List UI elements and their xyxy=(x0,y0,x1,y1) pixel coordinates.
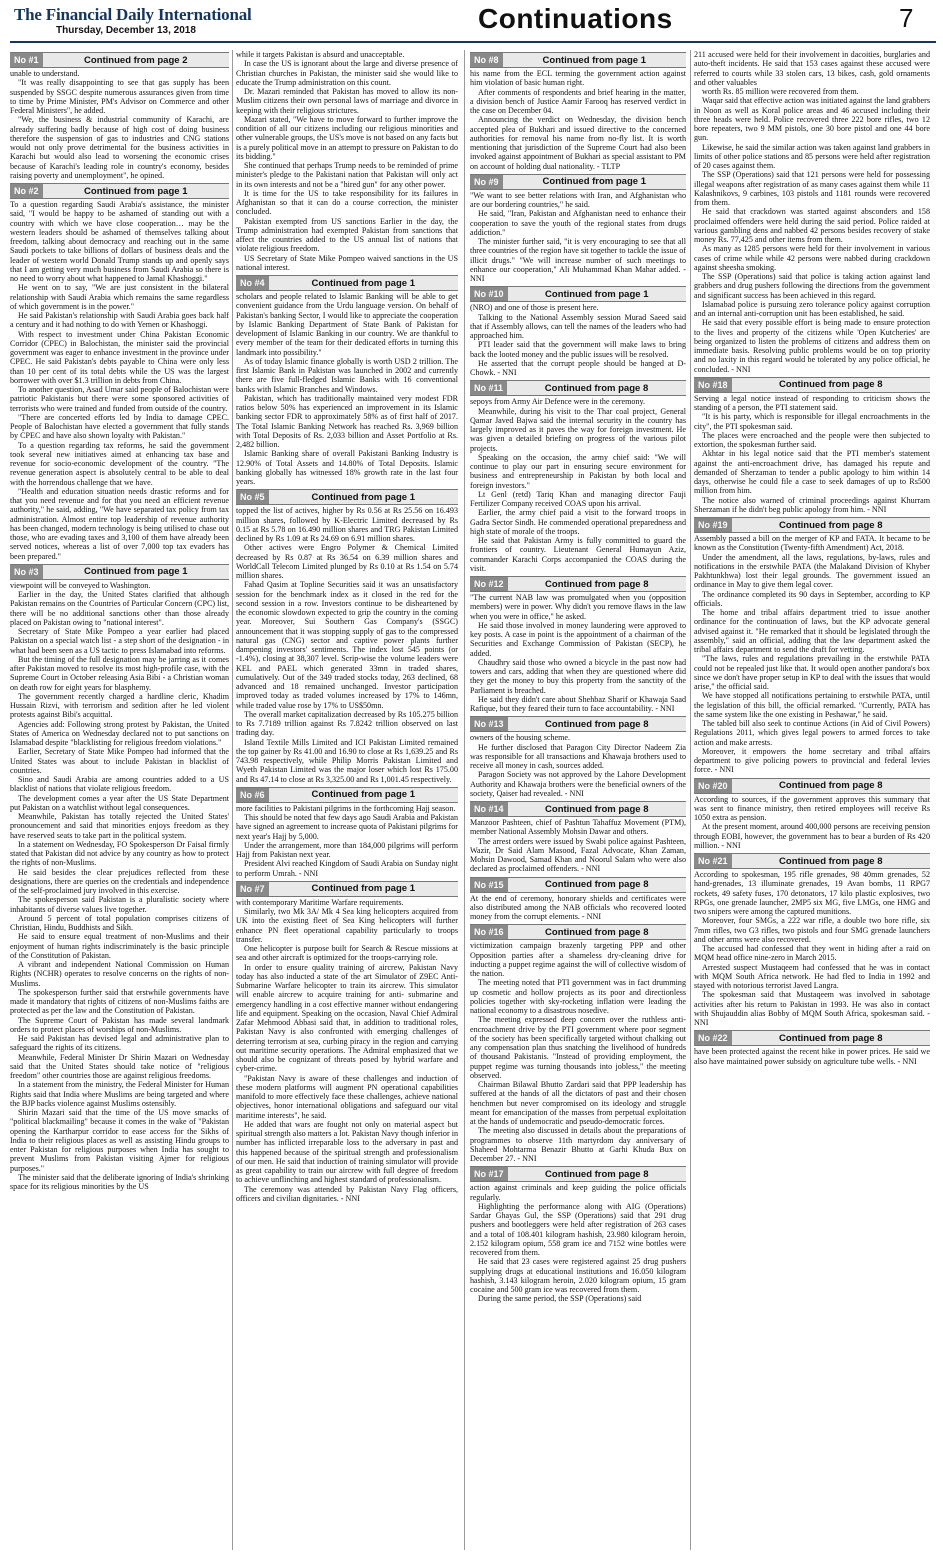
article-body xyxy=(10,581,229,1192)
paragraph: The ordinance completed its 90 days in September, according to KP officials. xyxy=(694,589,930,608)
article-continuation xyxy=(470,174,686,284)
paragraph: According to sources, if the government approves this summary that was sent to finance ministry, then retired employees will receive Rs 1050 extra as pension. xyxy=(694,794,930,822)
paragraph: She continued that perhaps Trump needs to be reminded of prime minister's pledge to the Pakistani nation that Pakistan will only act in its own interests and not be a "hired gun" for any other power. xyxy=(236,161,458,189)
article-continuation xyxy=(694,1030,930,1066)
continuation-number: No #21 xyxy=(694,854,732,868)
paragraph: Lt Genl (retd) Tariq Khan and managing director Fauji Fertilizer Company received COAS upon his arrival. xyxy=(470,489,686,508)
continuation-number: No #6 xyxy=(236,788,269,802)
paragraph: unable to understand. xyxy=(10,69,80,78)
paragraph: Under the amendment, all the laws, regulations, by-laws, rules and notifications in the erstwhile PATA (the Malakand Division of Khyber Pakhtunkhwa) lost their legal grounds. The government issued an ordinance in May to give them legal cover. xyxy=(694,552,930,590)
continuation-number: No #8 xyxy=(470,53,503,67)
paragraph: In order to ensure quality training of aircrew, Pakistan Navy today has also inducted a state of the art Simulator of Z9EC Anti-Submarine Warfare helicopter to train its aircrew. This simulator will enable aircrew to acquire training for anti- submarine and emergency handling in a cost effective manner without endangering life and equipment. Speaking on the occasion, Naval Chief Admiral Zafar Mehmood Abbasi said that, in addition to traditional roles, Pakistan Navy is also confronted with emerging challenges of deterring terrorism at sea, curbing piracy in the region and carrying out maritime security operations. The Admiral emphasized that we should also be cognizant of threats posed by hybrid warfare and cyber-crime. xyxy=(236,962,458,1074)
paragraph: Assembly passed a bill on the merger of KP and FATA. It became to be known as the Constitution (Twenty-fifth Amendment) Act, 2018. xyxy=(694,534,930,553)
continuation-header xyxy=(470,924,686,940)
paragraph: Likewise, he said the similar action was taken against land grabbers in limits of other police stations and 85 persons were held after registration of 20 cases against them. xyxy=(694,142,930,170)
continuation-number: No #19 xyxy=(694,518,732,532)
paragraph: Chaudhry said those who owned a bicycle in the past now had towers and cars, adding that when they are questioned where did they get the money to buy this property from the sanctity of the Parliament is breached. xyxy=(470,657,686,695)
article-continuation xyxy=(694,50,930,374)
paragraph: The government recently charged a hardline cleric, Khadim Hussain Rizvi, with terrorism and sedition after he led violent protests against Bibi's acquittal. xyxy=(10,691,229,720)
paragraph: The SSP (Operations) said that 121 persons were held for possessing illegal weapons after registration of as many cases against them while 11 Kalashnikovs, 9 carbines, 103 pistols and 1181 rounds were recovered from them. xyxy=(694,170,930,207)
continuation-header xyxy=(694,517,930,533)
continuation-number: No #22 xyxy=(694,1031,732,1045)
paragraph: The spokesman said that Mustaqeem was involved in sabotage activities after his return to Pakistan in 1993. He was also in contact with Shujauddin alias Bobby of MQM South Africa, spokesman said. - NNI xyxy=(694,990,930,1027)
paragraph: The notice also warned of criminal proceedings against Khurram Sherzaman if he didn't beg public apology from him. - NNI xyxy=(694,495,930,514)
column-divider xyxy=(464,50,465,1550)
continuation-number: No #12 xyxy=(470,577,508,591)
continuation-number: No #11 xyxy=(470,381,507,395)
continuation-header xyxy=(236,787,458,803)
continued-from-label: Continued from page 1 xyxy=(311,491,415,503)
article-body xyxy=(694,870,930,1027)
paragraph: One helicopter is purpose built for Search & Rescue missions at sea and other aircraft is optimized for the troops-carrying role. xyxy=(236,944,458,963)
paragraph: In a statement from the ministry, the Federal Minister for Human Rights said that India where Muslims are being targeted and where the BJP backs violence against Muslims ostensibly. xyxy=(10,1080,229,1108)
article-continuation xyxy=(470,576,686,713)
continuation-number: No #17 xyxy=(470,1167,508,1181)
continued-from-label: Continued from page 8 xyxy=(545,718,649,730)
paragraph: The overall market capitalization decreased by Rs 105.275 billion to Rs 7.7189 trillion against Rs 7.8242 trillion observed on last trading day. xyxy=(236,709,458,738)
continuation-header xyxy=(10,183,229,199)
paragraph: He said they didn't care about Shehbaz Sharif or Khawaja Saad Rafique, but they feared their turn to face accountability. - NNI xyxy=(470,694,686,713)
continuation-header xyxy=(470,174,686,190)
paragraph: At the present moment, around 400,000 persons are receiving pension through EOBI, however, the government has to bear a burden of Rs 420 million. - NNI xyxy=(694,822,930,850)
article-body xyxy=(236,50,458,272)
paragraph: worth Rs. 85 million were recovered from them. xyxy=(702,87,859,96)
paragraph: "Health and education situation needs drastic reforms and for that you need revenue and for that you need an efficient revenue authority," he said, adding, "We have separated tax policy from tax administration. Almost entire top leadership of revenue authority has been changed, modern technology is being utilised to chase out those, who are evading taxes and 3,100 of them have already been served notices, whereas a list of over 7,000 top tax evaders has been prepared." xyxy=(10,486,229,561)
article-continuation xyxy=(236,489,458,784)
paragraph: He said those involved in money laundering were approved to key posts. A case in point is the appointment of a chairman of the Securities and Exchange Commission of Pakistan (SECP), he added. xyxy=(470,620,686,658)
column-divider xyxy=(232,50,233,1550)
paragraph: Mazari stated, "We have to move forward to further improve the condition of all our citizens including our religious minorities and other vulnerable groups, the US's move is not based on any facts but is a purely political move in an attempt to pressure on Pakistan to do its bidding." xyxy=(236,114,458,161)
article-body xyxy=(470,1183,686,1303)
continued-from-label: Continued from page 8 xyxy=(544,382,649,394)
continuation-number: No #16 xyxy=(470,925,508,939)
article-body xyxy=(10,69,229,180)
article-body xyxy=(694,534,930,775)
paragraph: The minister further said, "it is very encouraging to see that all three countries of the region have sit together to tackle the issue of illicit drugs." "We will increase number of such meetings to enhance our cooperation," Ali Muhammad Khan Mahar added. - NNI xyxy=(470,237,686,283)
masthead xyxy=(0,0,943,44)
article-body xyxy=(470,894,686,922)
continuation-number: No #3 xyxy=(10,565,43,579)
paragraph: Arrested suspect Mustaqeem had confessed that he was in contact with MQM South Africa network. He had fled to India in 1992 and stayed with notorious terrorist Javed Langra. xyxy=(694,962,930,990)
paragraph: Highlighting the performance along with AIG (Operations) Sardar Ghayas Gul, the SSP (Operations) said that 291 drug pushers and bootleggers were held after registration of 263 cases and a total of 108.401 kilogram hashish, 23.980 kilogram heroin, 2.152 kilogram opium, 558 gram ice and 7152 wine bottles were recovered from them. xyxy=(470,1201,686,1257)
paragraph: It is time for the US to take responsibility for its failures in Afghanistan so that it can do a course correction, the minister concluded. xyxy=(236,188,458,217)
continuation-header xyxy=(236,489,458,505)
paragraph: Pakistan, which has traditionally maintained very modest FDR ratios below 50% has experienced an improvement in its Islamic banking sector FDR to approximately 58% as of first half of 2017. The Total Islamic Banking Network has reached Rs. 3,969 billion with Total Deposits of Rs. 2,033 billion and Asset Portfolio at Rs. 2,482 billion. xyxy=(236,393,458,449)
continuation-header xyxy=(470,716,686,732)
paragraph: He said that every possible effort is being made to ensure protection to the lives and property of the citizens while 'Open Kutcheries' are being organized to listen the problems of citizens and address them on immediate basis. Resolving public problems would be on top priority and no laxity in this regard would be tolerated by any police official, he concluded. - NNI xyxy=(694,318,930,374)
article-body xyxy=(470,191,686,284)
paragraph: The spokesperson said Pakistan is a pluralistic society where inhabitants of diverse values live together. xyxy=(10,895,229,914)
paragraph: Similarly, two Mk 3A/ Mk 4 Sea king helicopters acquired from UK into the existing fleet of Sea King helicopters will further enhance PN fleet operational capability particularly to troops transfer. xyxy=(236,907,458,944)
article-body xyxy=(236,506,458,784)
paragraph: To another question, Asad Umar said people of Balochistan were patriotic Pakistanis but there were some sponsored activities of terrorists who were trained and funded from outside of the country. xyxy=(10,385,229,413)
continuation-number: No #14 xyxy=(470,802,508,816)
paragraph: "Pakistan Navy is aware of these challenges and induction of these modern platforms will augment PN operational capabilities manifold to more effectively face these challenges, achieve national objectives, honor international obligations and safeguard our vital maritime interests", he said. xyxy=(236,1073,458,1120)
paragraph: But the timing of the full designation may be jarring as it comes after Pakistan moved to resolve its most high-profile case, with the Supreme Court in October releasing Asia Bibi - a Christian woman on death row for eight years for blasphemy. xyxy=(10,654,229,692)
article-body xyxy=(470,397,686,573)
article-body xyxy=(236,898,458,1203)
paragraph: He said that Pakistan Army is fully committed to guard the frontiers of country. Lieutenant General Humayun Aziz, commander Karachi Corps accompanied the COAS during the visit. xyxy=(470,536,686,573)
paragraph: Speaking on the occasion, the army chief said: "We will continue to play our part in ensuring secure environment for business and entrepreneurship in Pakistan by both local and foreign investors." xyxy=(470,452,686,490)
paragraph: Manzoor Pashteen, chief of Pashtun Tahaffuz Movement (PTM), member National Assembly Mohsin Dawar and others. xyxy=(470,818,686,837)
continuation-number: No #2 xyxy=(10,184,43,198)
continued-from-label: Continued from page 8 xyxy=(779,519,883,531)
issue-date: Thursday, December 13, 2018 xyxy=(56,25,196,36)
continued-from-label: Continued from page 2 xyxy=(84,54,188,66)
paragraph: more facilities to Pakistani pilgrims in the forthcoming Hajj season. xyxy=(236,803,456,813)
continuation-header xyxy=(470,380,686,396)
paragraph: As of today Islamic finance globally is worth USD 2 trillion. The first Islamic Bank in Pakistan was launched in 2002 and currently there are five full-fledged Islamic Banks with 16 conventional banks with Islamic Branches and Windows. xyxy=(236,356,458,394)
paragraph: The minister said that the deliberate ignoring of India's shrinking space for its religious minorities by the US xyxy=(10,1172,229,1191)
paragraph: topped the list of actives, higher by Rs 0.56 at Rs 25.56 on 16.493 million shares, followed by K-Electric Limited decreased by Rs 0.15 at Rs 5.78 on 16.490 million shares and TRG Pakistan Limited declined by Rs 1.09 at Rs 24.69 on 6.91 million shares. xyxy=(236,506,458,543)
paragraph: We have stopped all notifications pertaining to erstwhile PATA, until the legislation of this bill, the official remarked. "Currently, PATA has the same system like the one existing in Peshawar," he said. xyxy=(694,691,930,719)
paragraph: Earlier, the army chief paid a visit to the forward troops in Gadra Sector Sindh. He commended operational preparedness and high state of morale of the troops. xyxy=(470,508,686,536)
paragraph: Serving a legal notice instead of responding to criticism shows the standing of a person, the PTI statement said. xyxy=(694,393,930,412)
paragraph: Islamabad police is pursuing zero tolerance policy against corruption and an internal anti-corruption unit has been established, he said. xyxy=(694,299,930,318)
article-body xyxy=(694,394,930,514)
continuation-header xyxy=(10,52,229,68)
paragraph: In case the US is ignorant about the large and diverse presence of Christian churches in Pakistan, the minister said she would like to educate the Trump administration on this count. xyxy=(236,59,458,87)
article-continuation xyxy=(470,380,686,573)
page-number: 7 xyxy=(899,3,914,33)
paragraph: his name from the ECL terming the government action against him violation of basic human right. xyxy=(470,69,686,88)
newspaper-name: The Financial Daily International xyxy=(14,5,252,24)
paragraph: He asserted that the corrupt people should be hanged at D-Chowk. - NNI xyxy=(470,358,686,377)
article-body xyxy=(694,50,930,374)
article-continuation xyxy=(10,564,229,1192)
continued-from-label: Continued from page 1 xyxy=(84,185,188,197)
continued-from-label: Continued from page 8 xyxy=(545,926,649,938)
article-body xyxy=(694,795,930,851)
paragraph: Moreover, four SMGs, a 222 war rifle, a double two bore rifle, six 7mm rifles, two G3 rifles, two pistols and four SMG grenade launchers and other arms were also recovered. xyxy=(694,916,930,944)
paragraph: He said besides the clear prejudices reflected from these designations, there are queries on the credentials and independence of the self-proclaimed jury involved in this exercise. xyxy=(10,867,229,895)
continuation-header xyxy=(470,801,686,817)
continued-from-label: Continued from page 1 xyxy=(311,277,415,289)
continuation-header xyxy=(694,778,930,794)
article-continuation xyxy=(236,787,458,878)
article-continuation xyxy=(470,52,686,171)
continued-from-label: Continued from page 1 xyxy=(311,883,415,895)
paragraph: In a statement on Wednesday, FO Spokesperson Dr Faisal firmly stated that Pakistan did not advice by any country as how to protect the rights of non-Muslims. xyxy=(10,839,229,868)
continuation-number: No #9 xyxy=(470,175,503,189)
column-2 xyxy=(236,50,458,1550)
paragraph: The home and tribal affairs department tried to issue another ordinance for the continuation of laws, but the KP advocate general advised against it. "He remarked that it should be legislated through the assembly," said an official, adding that the law department asked the tribal affairs department to send the draft for vetting. xyxy=(694,608,930,654)
paragraph: Agencies add: Following strong protest by Pakistan, the United States of America on Wednesday declared not to put sanctions on Islamabad despite "blacklisting for religious freedom violations." xyxy=(10,719,229,747)
paragraph: This should be noted that few days ago Saudi Arabia and Pakistan have signed an agreement to increase quota of Pakistani pilgrims for next year's Hajj by 5,000. xyxy=(236,813,458,841)
paragraph: Earlier in the day, the United States clarified that although Pakistan remains on the Countries of Particular Concern (CPC) list, there will be no additional sanctions other than those already placed on Pakistan owing to "national interest". xyxy=(10,590,229,627)
continued-from-label: Continued from page 1 xyxy=(84,566,188,578)
continued-from-label: Continued from page 1 xyxy=(311,789,415,801)
paragraph: Earlier, Secretary of State Mike Pompeo had informed that the United States was about to include Pakistan in blacklist of countries. xyxy=(10,747,229,775)
paragraph: "We want to see better relations with Iran, and Afghanistan who are our bordering countries," he said. xyxy=(470,190,686,209)
column-3 xyxy=(470,50,686,1550)
article-body xyxy=(470,733,686,798)
paragraph: Islamic Banking share of overall Pakistani Banking Industry is 12.90% of Total Assets and 14.80% of Total Deposits. Islamic banking globally has witnessed 18% growth rate in the last four years. xyxy=(236,449,458,486)
paragraph: victimization campaign brazenly targeting PPP and other Opposition parties after a shameless dry-cleaning drive for inducting a puppet regime against the will of collective wisdom of the nation. xyxy=(470,941,686,978)
article-continuation xyxy=(694,517,930,775)
paragraph: According to spokesman, 195 rifle grenades, 98 40mm grenades, 52 hand-grenades, 13 illuminate grenades, 19 Avan bombs, 11 RPG7 rockets, 49 safety fuses, 170 detonators, 17 kilo plastic explosives, two RPGs, one grenade launcher, 2MP5 six MG, five LMGs, one HMG and two snipers were among the captured munitions. xyxy=(694,870,930,916)
paragraph: At the end of ceremony, honorary shields and certificates were also distributed among the NAB officials who recovered looted money from the corrupt elements. - NNI xyxy=(470,893,686,921)
article-continuation xyxy=(236,50,458,272)
continuation-header xyxy=(470,1166,686,1182)
paragraph: He added that wars are fought not only on material aspect but spiritual strength also matters a lot. Pakistan Navy though inferior in number has inflicted irreparable loss to the adversary in past and this happened because of the spiritual strength and professionalism of our men. He said that induction of training simulator will provide as great capability to train our aircrew with full degree of freedom to achieve unflinching and highest standard of professionalism. xyxy=(236,1119,458,1185)
continuation-number: No #15 xyxy=(470,878,508,892)
paragraph: He said, "Iran, Pakistan and Afghanistan need to enhance their cooperation to save the youth of the regional states from drugs addiction." xyxy=(470,209,686,237)
paragraph: He said Pakistan has devised legal and administrative plan to safeguard the rights of its citizens. xyxy=(10,1034,229,1053)
paragraph: Meanwhile, during his visit to the Thar coal project, General Qamar Javed Bajwa said the internal security in the country has largely improved as it paves the way for foreign investment. He was given a detailed briefing on progress of the various pilot projects. xyxy=(470,406,686,453)
paragraph: President Alvi reached Kingdom of Saudi Arabia on Sunday night to perform Umrah. - NNI xyxy=(236,859,458,878)
continuation-header xyxy=(470,576,686,592)
paragraph: Sino and Saudi Arabia are among countries added to a US blacklist of nations that violate religious freedom. xyxy=(10,775,229,794)
paragraph: The spokesperson further said that erstwhile governments have made it mandatory that rights of citizens of non-Muslims faiths are protected as per the law and the Constitution of Pakistan. xyxy=(10,987,229,1016)
continued-from-label: Continued from page 8 xyxy=(545,578,649,590)
continuation-number: No #4 xyxy=(236,276,269,290)
continuation-header xyxy=(694,1030,930,1046)
paragraph: Other actives were Engro Polymer & Chemical Limited decreased by Rs 0.87 at Rs 36.54 on 6.39 million shares and WorldCall Telecom Limited plunged by Rs 0.10 at Rs 1.54 on 5.74 million shares. xyxy=(236,543,458,580)
paragraph: After comments of respondents and brief hearing in the matter, a division bench of Justice Aamir Farooq has reserved verdict in the case on December 04. xyxy=(470,87,686,115)
continuation-number: No #1 xyxy=(10,53,43,67)
continuation-header xyxy=(236,881,458,897)
paragraph: Shirin Mazari said that the time of the US move smacks of "political blackmailing" because it comes in the wake of "Pakistan opening the Kartharpur corridor to ease access for the Sikhs of India to their religious places as well as assisting Hindu groups to enter Pakistan for religious purposes when India has sought to prevent Muslims from Pakistan visiting Ajmer for religious purposes." xyxy=(10,1108,229,1173)
article-body xyxy=(470,818,686,874)
paragraph: With respect to investment under China Pakistan Economic Corridor (CPEC) in Balochistan, the minister said the provincial government was eager to enhance investment in the province under CPEC. He said Pakistan's debts payable to China were only less than 10 per cent of its total debts while the US was the largest borrower with over $1.3 trillion in debts from China. xyxy=(10,329,229,385)
continuation-header xyxy=(694,377,930,393)
column-1 xyxy=(10,50,229,1550)
paragraph: The development comes a year after the US State Department put Pakistan on a watchlist without legal consequences. xyxy=(10,793,229,812)
article-continuation xyxy=(236,275,458,486)
article-body xyxy=(236,804,458,878)
paragraph: Waqar said that effective action was initiated against the land grabbers in Noon as well as Koral police areas and 46 accused including their three heads were held. Police recovered three 222 bore rifles, two 12 bore repeaters, two 9 MM pistols, one 30 bore pistol and one 44 bore gun. xyxy=(694,96,930,143)
article-continuation xyxy=(470,286,686,377)
continued-from-label: Continued from page 1 xyxy=(542,54,646,66)
continuation-number: No #18 xyxy=(694,378,732,392)
paragraph: He said that 23 cases were registered against 25 drug pushers supplying drugs at educational institutions and 16.050 kilogram hashish, 3.143 kilogram heroin, 2.020 kilogram opium, 15 gram cocaine and 500 gram ice was recovered from them. xyxy=(470,1257,686,1294)
paragraph: viewpoint will be conveyed to Washington. xyxy=(10,580,151,590)
paragraph: He went on to say, "We are just consistent in the bilateral relationship with Saudi Arabia which remains the same regardless of which government is in the power." xyxy=(10,283,229,311)
paragraph: 211 accused were held for their involvement in dacoities, burglaries and auto-theft incidents. He said that 153 cases against these accused were referred to courts while 33 stolen cars, 13 bikes, cash, gold ornaments and other valuables xyxy=(694,50,930,87)
paragraph: US Secretary of State Mike Pompeo waived sanctions in the US national interest. xyxy=(236,253,458,272)
continuation-number: No #13 xyxy=(470,717,508,731)
article-body xyxy=(694,1047,930,1066)
article-continuation xyxy=(470,801,686,874)
continued-from-label: Continued from page 1 xyxy=(545,288,649,300)
paragraph: The SSP (Operations) said that police is taking action against land grabbers and drug pushers following the directions from the government and significant success has been achieved in this regard. xyxy=(694,272,930,300)
paragraph: Announcing the verdict on Wednesday, the division bench accepted plea of Bukhari and issued directive to the concerned authorities for removal his name from no-fly list. It is worth mentioning that jurisdiction of the Supreme Court had also been invoked against appointment of Bukhari as special assistant to PM on account of holding dual nationality. - TLTP xyxy=(470,115,686,171)
paragraph: Meanwhile, Pakistan has totally rejected the United States' pronouncement and said that minorities enjoys freedom as they have reserved seats to take part in the political system. xyxy=(10,812,229,840)
continued-from-label: Continued from page 8 xyxy=(779,855,883,867)
paragraph: Moreover, it empowers the home secretary and tribal affairs department to give policing powers to provincial and federal levies force. - NNI xyxy=(694,746,930,775)
paragraph: Secretary of State Mike Pompeo a year earlier had placed Pakistan on a special watch list - a step short of the designation - in what had been seen as a US tactic to press Islamabad into reforms. xyxy=(10,627,229,655)
paragraph: The Supreme Court of Pakistan has made several landmark orders to protect places of worships of non-Muslims. xyxy=(10,1015,229,1034)
paragraph: To a question regarding tax reforms, he said the government took several new initiatives aimed at enhancing tax base and revenue for socio-economic development of the country. "The revenue generation aspect is absolutely central to be able to deal with the horrendous challenge that we have. xyxy=(10,440,229,487)
article-continuation xyxy=(694,778,930,851)
paragraph: The meeting expressed deep concern over the ruthless anti-encroachment drive by the PTI government where poor segment of the society has been specifically targeted without chalking out any compensation plan thus snatching the livelihood of hundreds of thousand Pakistanis. "Instead of providing employment, the puppet regime was turning thousands into jobless," the meeting observed. xyxy=(470,1015,686,1080)
continuation-header xyxy=(470,52,686,68)
paragraph: During the same period, the SSP (Operations) said xyxy=(478,1294,642,1304)
paragraph: "It is his party, which is responsible for illegal encroachments in the city", the PTI spokesman said. xyxy=(694,412,930,431)
paragraph: have been protected against the recent hike in power prices. He said we also have maintained power subsidy on agriculture tube wells. - NNI xyxy=(694,1047,930,1066)
paragraph: action against criminals and keep guiding the police officials regularly. xyxy=(470,1183,686,1202)
paragraph: scholars and people related to Islamic Banking will be able to get convenient guidance from the Urdu language version. On behalf of Pakistan's banking Sector, I would like to appreciate the cooperation by Islamic Banking Department of State Bank of Pakistan for development of Islamic Banking in our country. We are thankful to every member of the team for their dedicated efforts in turning this landmark into possibility." xyxy=(236,292,458,357)
paragraph: The accused had confessed that they went in hiding after a raid on MQM head office nine-zero in March 2015. xyxy=(694,944,930,963)
paragraph: Akhtar in his legal notice said that the PTI member's statement against the anti-encroachment drive, has damaged his repute and demanded of Sherzaman to tender a public apology to him within 14 days, otherwise he could file a case to seek damages of up to Rs500 million from him. xyxy=(694,449,930,496)
article-continuation xyxy=(470,924,686,1163)
paragraph: "We, the business & industrial community of Karachi, are already suffering badly because of high cost of doing business therefore the suspension of gas to industries and CNG stations would not only prove detrimental for the business activities in Karachi but would also lead to worsening the economic crises because of Karachi's leading role in country's economy, besides raising poverty and unemployment", he opined. xyxy=(10,115,229,180)
paragraph: owners of the housing scheme. xyxy=(470,733,571,743)
continuation-number: No #7 xyxy=(236,882,269,896)
masthead-rule xyxy=(10,41,936,43)
paragraph: A vibrant and independent National Commission on Human Rights (NCHR) operates to resolve concerns on the rights of non-Muslims. xyxy=(10,960,229,988)
article-continuation xyxy=(10,183,229,561)
paragraph: Meanwhile, Federal Minister Dr Shirin Mazari on Wednesday said that the United States should take notice of "religious freedom" other countries those are against religious freedoms. xyxy=(10,1052,229,1080)
paragraph: (NRO) and one of those is present here. xyxy=(470,303,599,313)
continuation-number: No #5 xyxy=(236,490,269,504)
paragraph: Fahad Qasim at Topline Securities said it was an unsatisfactory session for the benchmark index as it closed in the red for the second session in a row. Investors continue to be disheartened by the economic slowdown expected to grip the country in the coming year. Moreover, Sui Southern Gas Company's (SSGC) announcement that it was stopping supply of gas to the compressed natural gas (CNG) sector and captive power plants further dampening investors' sentiments. The index lost 545 points (or -1.4%), closing at 38,307 level. Scrip-wise the volume leaders were KEL and PAEL which generated 33mn in traded shares, cumulatively. Out of the 349 traded stocks today, 263 declined, 68 advanced and 18 remained unchanged. Investor participation improved today as traded volumes increased by 17% to 146mn, while traded value rose by 17% to US$50mn. xyxy=(236,580,458,710)
article-continuation xyxy=(470,1166,686,1303)
article-body xyxy=(470,593,686,713)
article-continuation xyxy=(694,853,930,1027)
article-continuation xyxy=(470,716,686,798)
continued-from-label: Continued from page 8 xyxy=(779,1032,883,1044)
continuation-header xyxy=(10,564,229,580)
continuation-header xyxy=(470,877,686,893)
article-continuation xyxy=(694,377,930,514)
paragraph: "The current NAB law was promulgated when you (opposition members) were in power. Why didn't you remove flaws in the law when you were in office," he asked. xyxy=(470,593,686,621)
paragraph: PTI leader said that the government will make laws to bring back the looted money and the public issues will be resolved. xyxy=(470,340,686,359)
section-title: Continuations xyxy=(478,3,673,34)
continued-from-label: Continued from page 8 xyxy=(545,1168,649,1180)
paragraph: Paragon Society was not approved by the Lahore Development Authority and Khawaja brothers were the beneficial owners of the society, Qaiser had revealed. - NNI xyxy=(470,770,686,798)
paragraph: He further disclosed that Paragon City Director Nadeem Zia was responsible for all transactions and Khawaja brothers used to receive all money in cash, sources added. xyxy=(470,742,686,770)
paragraph: with contemporary Maritime Warfare requirements. xyxy=(236,897,404,907)
continued-from-label: Continued from page 1 xyxy=(542,176,646,188)
paragraph: "It was really disappointing to see that gas supply has been suspended by SSGC despite numerous assurances given from time to time by Prime Minister, PM's Advisor on Commerce and other Federal Ministers", he added. xyxy=(10,78,229,115)
article-body xyxy=(470,69,686,171)
article-body xyxy=(10,200,229,561)
continuation-header xyxy=(470,286,686,302)
article-body xyxy=(470,941,686,1163)
column-divider xyxy=(690,50,691,1550)
paragraph: Pakistan exempted from US sanctions Earlier in the day, the Trump administration had exempted Pakistan from sanctions that affect the countries added to the US annual list of nations that violate religious freedom. xyxy=(236,216,458,254)
paragraph: Around 5 percent of total population comprises citizens of Christian, Hindu, Buddhists and Sikh. xyxy=(10,913,229,932)
continuation-number: No #20 xyxy=(694,779,732,793)
paragraph: The places were encroached and the people were then subjected to extortion, the spokesman further said. xyxy=(694,430,930,449)
paragraph: The meeting also discussed in details about the preparations of programmes to observe 11th martyrdom day anniversary of Shaheed Mohtarma Benazir Bhutto at Garhi Khuda Bux on December 27. - NNI xyxy=(470,1126,686,1163)
paragraph: The ceremony was attended by Pakistan Navy Flag officers, officers and civilian dignitaries. - NNI xyxy=(236,1184,458,1203)
paragraph: while it targets Pakistan is absurd and unacceptable. xyxy=(236,50,405,59)
paragraph: sepoys from Army Air Defence were in the ceremony. xyxy=(470,397,646,407)
paragraph: He said to ensure equal treatment of non-Muslims and their enjoyment of human rights indiscriminately is the basic principle of the Constitution of Pakistan. xyxy=(10,932,229,960)
paragraph: He said that crackdown was started against absconders and 158 proclaimed offenders were held during the said period. Police raided at various gambling dens and nabbed 42 persons besides recovery of stake money Rs. 77,425 and other items from them. xyxy=(694,207,930,244)
continuation-number: No #10 xyxy=(470,287,508,301)
paragraph: "There are concerted efforts led by India to damage CPEC. People of Balochistan have elected a government that fully stands by CPEC and have also shown loyalty with Pakistan." xyxy=(10,412,229,441)
article-continuation xyxy=(470,877,686,922)
article-continuation xyxy=(10,52,229,180)
paragraph: "The laws, rules and regulations prevailing in the erstwhile PATA could not be repealed just like that. It would open another pandora's box since we don't have proper setup in KP to deal with the issues that would arise," the official said. xyxy=(694,654,930,691)
paragraph: To a question regarding Saudi Arabia's assistance, the minister said, "I would be happy to be ashamed of standing out with a country with which we have close cooperation… may be the western leaders should be ashamed of themselves talking about freedom, talking about democracy and reaching out in the same Saudi pockets to take billions of dollars of business deals and the leader of western world Donald Trump stands up and openly says that I am getting very much business from Saudi Arabia so there is no need to worry about what happened to Jamal Khashoggi." xyxy=(10,200,229,283)
continued-from-label: Continued from page 8 xyxy=(545,879,649,890)
paragraph: Dr. Mazari reminded that Pakistan has moved to allow its non-Muslim citizens their own personal laws of marriage and divorce in keeping with their religious strictures. xyxy=(236,87,458,115)
paragraph: Under the arrangement, more than 184,000 pilgrims will perform Hajj from Pakistan next year. xyxy=(236,840,458,859)
column-4 xyxy=(694,50,930,1550)
article-body xyxy=(236,292,458,486)
paragraph: He said Pakistan's relationship with Saudi Arabia goes back half a century and it had nothing to do with Yemen or Khashoggi. xyxy=(10,311,229,330)
paragraph: As many as 1285 persons were held for their involvement in various cases of crime while while 42 persons were nabbed during crackdown against sheesha smoking. xyxy=(694,244,930,272)
paragraph: Island Textile Mills Limited and ICI Pakistan Limited remained the top gainer by Rs 41.00 and 16.90 to close at Rs 1,639.25 and Rs 743.98 respectively, while Philip Morris Pakistan Limited and Wyeth Pakistan Limited was the major loser which lost Rs 175.00 and Rs 47.14 to close at Rs 3,325.00 and Rs 1,001.45 respectively. xyxy=(236,737,458,784)
paragraph: The arrest orders were issued by Swabi police against Pashteen, Wazir, Dr Said Alam Masood, Fazal Advocate, Khan Zaman, Mohsin Dawood, Samad Khan and Noorul Salam who were also declared as proclaimed offenders. - NNI xyxy=(470,836,686,874)
paragraph: Talking to the National Assembly session Murad Saeed said that if Assembly allows, can tell the names of the leaders who had approached him. xyxy=(470,312,686,340)
paragraph: The meeting noted that PTI government was in fact drumming up cosmetic and hollow projects as its poor and directionless policies together with sky-rocketing inflation were leading the national economy to a disastrous nosedive. xyxy=(470,978,686,1015)
continued-from-label: Continued from page 8 xyxy=(779,379,883,391)
article-continuation xyxy=(236,881,458,1203)
paragraph: Chairman Bilawal Bhutto Zardari said that PPP leadership has suffered at the hands of all the dictators of past and their chosen henchmen but never compromised on its ideology and struggle meant for emancipation of the masses from perpetual exploitation at the hands of undemocratic and pseudo-democratic forces. xyxy=(470,1080,686,1126)
paragraph: The tabled bill also seek to continue Actions (in Aid of Civil Powers) Regulations 2011, which gives legal powers to armed forces to take action and make arrests. xyxy=(694,719,930,747)
continued-from-label: Continued from page 8 xyxy=(779,780,883,791)
article-body xyxy=(470,303,686,377)
continued-from-label: Continued from page 8 xyxy=(545,803,649,815)
continuation-header xyxy=(694,853,930,869)
continuation-header xyxy=(236,275,458,291)
